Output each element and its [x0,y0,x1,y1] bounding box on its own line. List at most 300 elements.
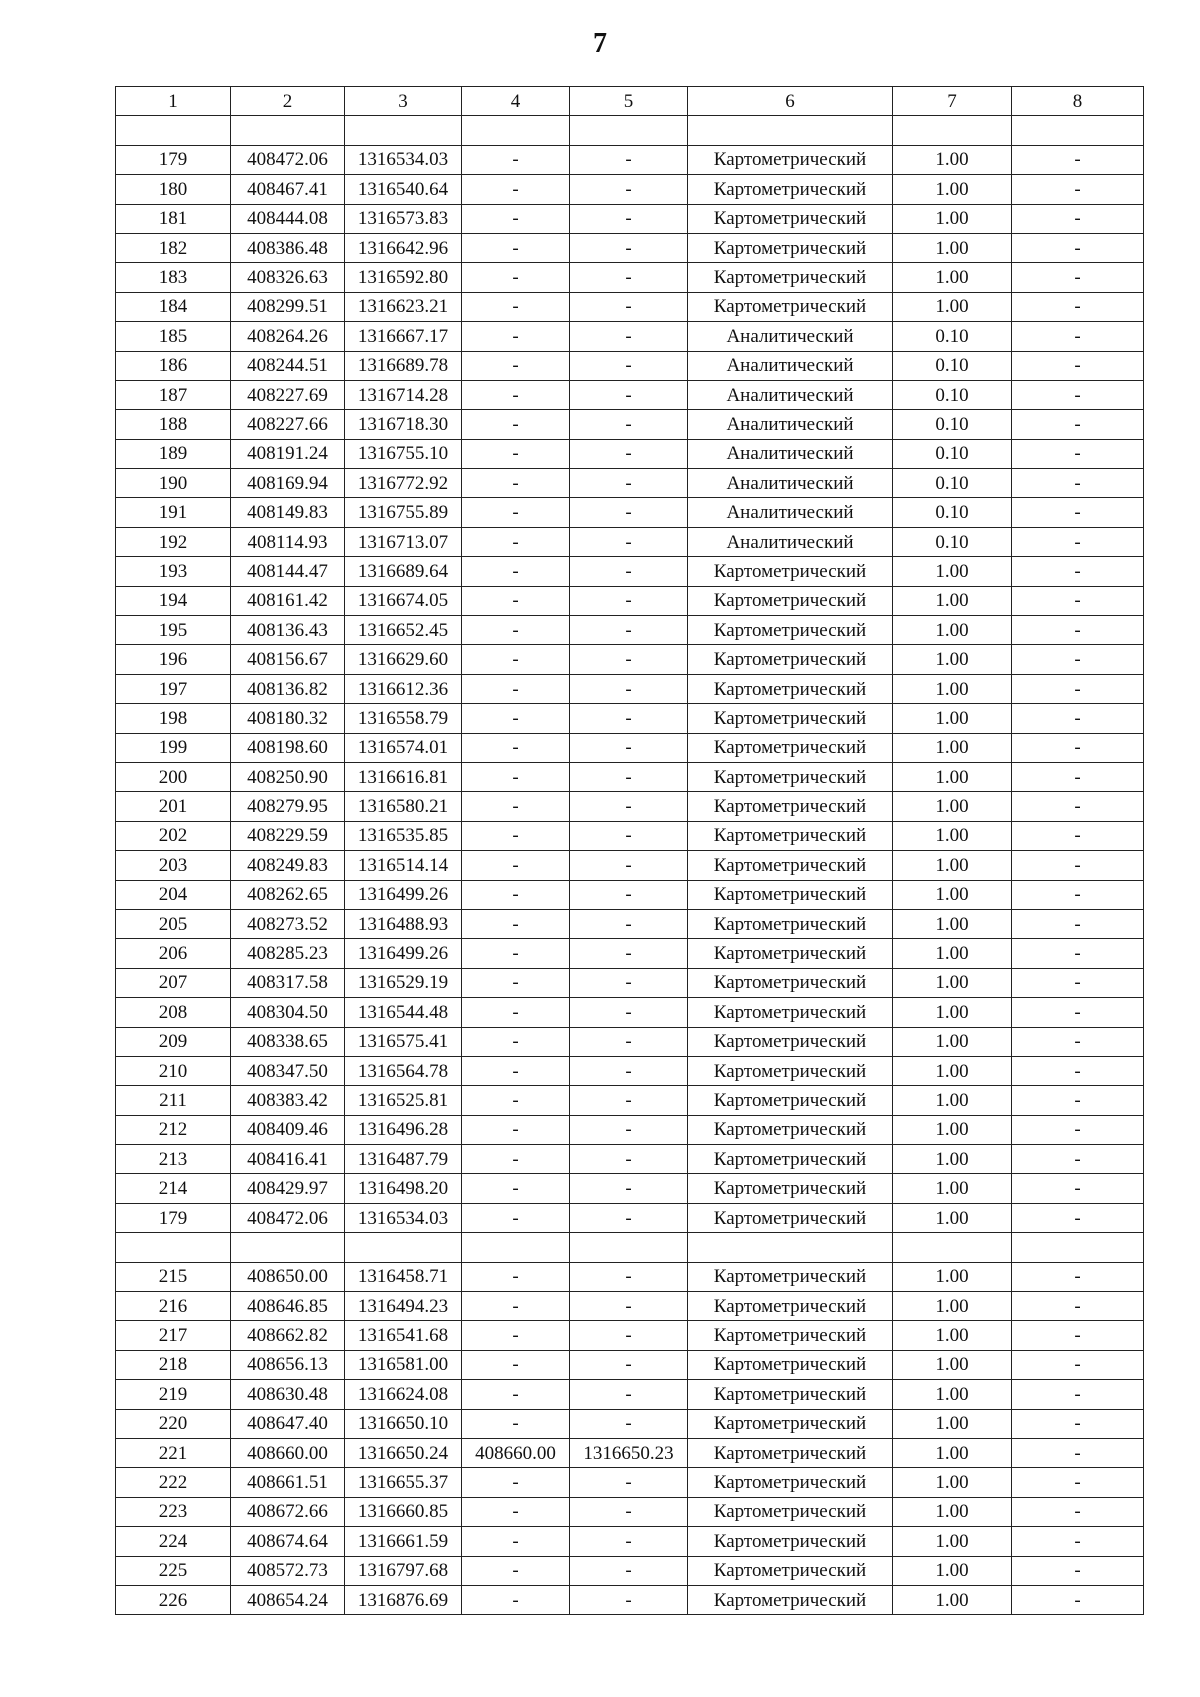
table-cell: 408262.65 [231,880,345,909]
table-cell: 408338.65 [231,1027,345,1056]
table-cell: - [570,469,688,498]
table-cell: - [570,880,688,909]
table-cell: 1.00 [893,1497,1012,1526]
table-cell: 188 [116,410,231,439]
table-cell: - [462,204,570,233]
table-cell: 408229.59 [231,821,345,850]
table-cell: - [462,909,570,938]
table-cell: 408191.24 [231,439,345,468]
table-cell [116,116,231,145]
table-cell: - [570,1145,688,1174]
table-cell: - [462,851,570,880]
table-cell [688,116,893,145]
table-row [116,762,1144,791]
table-row [116,322,1144,351]
table-cell: - [462,527,570,556]
table-cell: 1.00 [893,1027,1012,1056]
table-cell: - [1012,439,1144,468]
table-cell: 1.00 [893,792,1012,821]
table-row [116,704,1144,733]
table-cell: 200 [116,762,231,791]
table-cell: - [462,1380,570,1409]
table-cell: Картометрический [688,233,893,262]
table-cell: 1.00 [893,1086,1012,1115]
table-row [116,1115,1144,1144]
table-cell: - [462,1468,570,1497]
table-cell: Картометрический [688,586,893,615]
table-cell: - [1012,292,1144,321]
table-cell: 1.00 [893,1203,1012,1232]
table-cell: 1316544.48 [345,998,462,1027]
table-cell: 408279.95 [231,792,345,821]
table-cell: 408227.66 [231,410,345,439]
table-cell: Картометрический [688,851,893,880]
table-cell: 1.00 [893,1056,1012,1085]
table-row [116,1262,1144,1291]
table-cell: - [462,1497,570,1526]
table-cell: - [462,292,570,321]
table-cell [345,1233,462,1262]
table-cell: 1.00 [893,1115,1012,1144]
table-cell: - [570,439,688,468]
table-cell: Картометрический [688,1056,893,1085]
table-row [116,439,1144,468]
table-cell: - [570,1292,688,1321]
table-cell [1012,1233,1144,1262]
table-cell: - [570,1527,688,1556]
table-cell: 1316718.30 [345,410,462,439]
table-cell: 202 [116,821,231,850]
table-cell: 0.10 [893,498,1012,527]
table-cell: - [570,1350,688,1379]
table-cell: 408662.82 [231,1321,345,1350]
table-cell: 1316661.59 [345,1527,462,1556]
table-row [116,204,1144,233]
table-cell: - [570,1468,688,1497]
table-cell: - [570,1497,688,1526]
table-cell: 199 [116,733,231,762]
table-row [116,263,1144,292]
table-cell: 408416.41 [231,1145,345,1174]
table-cell: - [570,939,688,968]
table-cell: 408161.42 [231,586,345,615]
table-cell: Картометрический [688,674,893,703]
table-cell: 1.00 [893,263,1012,292]
table-cell: 1316629.60 [345,645,462,674]
table-row [116,527,1144,556]
table-cell: - [1012,909,1144,938]
table-cell: - [462,939,570,968]
table-row [116,1292,1144,1321]
table-cell: 408264.26 [231,322,345,351]
table-cell [570,1233,688,1262]
table-cell: Картометрический [688,1203,893,1232]
table-cell: 408654.24 [231,1585,345,1614]
table-cell: 179 [116,145,231,174]
table-cell: 1.00 [893,204,1012,233]
table-cell: - [1012,674,1144,703]
table-cell: - [462,616,570,645]
table-cell: 197 [116,674,231,703]
table-cell: - [1012,1262,1144,1291]
table-cell: 408630.48 [231,1380,345,1409]
table-row [116,1409,1144,1438]
table-cell: - [1012,1409,1144,1438]
table-cell: - [1012,851,1144,880]
table-row [116,1056,1144,1085]
table-cell: - [570,322,688,351]
table-cell: 408383.42 [231,1086,345,1115]
table-cell: - [1012,1115,1144,1144]
table-cell: 408472.06 [231,145,345,174]
table-cell: 1316689.64 [345,557,462,586]
table-cell: Картометрический [688,292,893,321]
table-cell: - [570,1585,688,1614]
table-row [116,645,1144,674]
table-cell: 408244.51 [231,351,345,380]
column-header: 7 [893,87,1012,116]
table-cell: Картометрический [688,1174,893,1203]
table-cell: - [1012,351,1144,380]
table-cell: - [570,1409,688,1438]
table-row [116,792,1144,821]
table-cell: Аналитический [688,469,893,498]
table-cell: - [1012,1585,1144,1614]
table-cell: - [462,410,570,439]
table-cell: - [570,351,688,380]
table-cell: 1316499.26 [345,939,462,968]
table-cell: Картометрический [688,1262,893,1291]
table-cell: 194 [116,586,231,615]
table-row [116,1585,1144,1614]
table-cell: 224 [116,1527,231,1556]
table-cell: - [462,586,570,615]
table-cell: - [570,380,688,409]
table-cell: - [570,1115,688,1144]
table-cell: 223 [116,1497,231,1526]
table-cell: - [570,263,688,292]
table-cell: - [462,469,570,498]
table-cell: - [1012,175,1144,204]
table-cell: - [1012,1174,1144,1203]
table-cell: 1316713.07 [345,527,462,556]
table-cell: 217 [116,1321,231,1350]
table-cell: - [570,909,688,938]
table-cell: Аналитический [688,380,893,409]
table-cell: Картометрический [688,1115,893,1144]
table-cell: 0.10 [893,322,1012,351]
table-cell: Картометрический [688,145,893,174]
table-cell: 183 [116,263,231,292]
table-row [116,733,1144,762]
table-cell: - [1012,733,1144,762]
table-cell: - [1012,469,1144,498]
table-cell: 1316535.85 [345,821,462,850]
table-cell: 408198.60 [231,733,345,762]
table-cell: 204 [116,880,231,909]
column-header: 2 [231,87,345,116]
table-cell: 1316534.03 [345,145,462,174]
column-header: 1 [116,87,231,116]
table-cell: - [1012,1468,1144,1497]
table-cell: 1316525.81 [345,1086,462,1115]
table-cell: 1.00 [893,939,1012,968]
table-cell: 1316689.78 [345,351,462,380]
table-cell [1012,116,1144,145]
table-cell: 1.00 [893,1585,1012,1614]
table-cell: 1.00 [893,145,1012,174]
table-cell: - [462,1086,570,1115]
table-cell: 408317.58 [231,968,345,997]
table-cell: - [462,1262,570,1291]
table-cell: 0.10 [893,410,1012,439]
table-cell: - [1012,204,1144,233]
table-cell: 1316581.00 [345,1350,462,1379]
table-cell: - [1012,1438,1144,1467]
table-cell: 196 [116,645,231,674]
table-cell: 408156.67 [231,645,345,674]
table-cell: 1.00 [893,1468,1012,1497]
table-cell [116,1233,231,1262]
table-cell: - [462,1585,570,1614]
table-cell: 1.00 [893,704,1012,733]
table-cell: 208 [116,998,231,1027]
table-cell: - [1012,1027,1144,1056]
table-cell: 408660.00 [231,1438,345,1467]
table-cell: 408347.50 [231,1056,345,1085]
table-cell: Картометрический [688,880,893,909]
table-cell: 408472.06 [231,1203,345,1232]
table-cell: 1.00 [893,998,1012,1027]
table-cell: - [1012,1380,1144,1409]
table-cell: 1316558.79 [345,704,462,733]
table-cell: - [570,792,688,821]
table-cell: 408180.32 [231,704,345,733]
table-cell: 1316575.41 [345,1027,462,1056]
table-row [116,1438,1144,1467]
table-cell: 0.10 [893,439,1012,468]
table-row [116,557,1144,586]
table-cell: 408656.13 [231,1350,345,1379]
table-row [116,1321,1144,1350]
column-header: 8 [1012,87,1144,116]
table-cell: 1316540.64 [345,175,462,204]
table-cell: - [462,1027,570,1056]
table-cell [688,1233,893,1262]
table-cell: - [1012,586,1144,615]
table-cell: - [462,762,570,791]
table-cell: 1.00 [893,175,1012,204]
table-cell: 211 [116,1086,231,1115]
table-row [116,469,1144,498]
coordinates-table [115,86,1144,1615]
table-cell: 193 [116,557,231,586]
table-row [116,1556,1144,1585]
table-cell: 1316514.14 [345,851,462,880]
table-cell: 1.00 [893,1262,1012,1291]
table-cell: 1316496.28 [345,1115,462,1144]
table-cell: Картометрический [688,1438,893,1467]
table-cell: 1.00 [893,851,1012,880]
table-cell: Картометрический [688,762,893,791]
table-cell: 1316667.17 [345,322,462,351]
table-cell: Картометрический [688,821,893,850]
table-cell: Картометрический [688,1409,893,1438]
table-cell: - [462,1321,570,1350]
table-cell: - [570,498,688,527]
table-cell: - [570,1262,688,1291]
table-cell: 179 [116,1203,231,1232]
table-cell: - [1012,557,1144,586]
table-cell: - [462,1145,570,1174]
table-cell: 1316674.05 [345,586,462,615]
table-cell: 1.00 [893,733,1012,762]
table-cell: 213 [116,1145,231,1174]
table-cell: 212 [116,1115,231,1144]
table-cell: 190 [116,469,231,498]
table-row [116,1527,1144,1556]
table-cell: 408661.51 [231,1468,345,1497]
table-cell: 1.00 [893,1321,1012,1350]
table-cell: 1.00 [893,909,1012,938]
table-cell: - [1012,1556,1144,1585]
table-cell: Картометрический [688,1380,893,1409]
table-cell: 0.10 [893,469,1012,498]
table-cell: 1.00 [893,674,1012,703]
table-cell: 408646.85 [231,1292,345,1321]
table-cell: - [1012,410,1144,439]
table-cell: - [462,1527,570,1556]
table-cell: 1316755.89 [345,498,462,527]
table-cell: - [1012,1292,1144,1321]
table-cell: - [1012,821,1144,850]
table-cell: Картометрический [688,909,893,938]
table-cell: 1316488.93 [345,909,462,938]
table-cell: 0.10 [893,351,1012,380]
table-row [116,1350,1144,1379]
table-cell: 1.00 [893,1409,1012,1438]
table-cell: Картометрический [688,557,893,586]
table-cell: 0.10 [893,380,1012,409]
table-cell: - [462,557,570,586]
table-cell: - [1012,263,1144,292]
table-cell: 408250.90 [231,762,345,791]
table-cell: Картометрический [688,1585,893,1614]
table-cell: 1316650.23 [570,1438,688,1467]
table-cell: 408249.83 [231,851,345,880]
table-cell: - [462,498,570,527]
table-cell: Аналитический [688,498,893,527]
table-cell: 408409.46 [231,1115,345,1144]
table-cell: - [1012,1203,1144,1232]
table-cell: 1.00 [893,762,1012,791]
table-cell: - [570,704,688,733]
table-cell: - [570,586,688,615]
table-cell: 408650.00 [231,1262,345,1291]
table-cell: - [1012,1056,1144,1085]
table-cell: Картометрический [688,175,893,204]
table-cell: Картометрический [688,998,893,1027]
table-cell: - [570,821,688,850]
table-cell: 1.00 [893,1145,1012,1174]
table-row [116,351,1144,380]
table-cell: - [570,204,688,233]
table-cell: 205 [116,909,231,938]
table-cell: 1.00 [893,1292,1012,1321]
table-cell: - [570,998,688,1027]
table-row [116,616,1144,645]
table-cell: 1316797.68 [345,1556,462,1585]
table-row [116,968,1144,997]
table-cell [570,116,688,145]
table-cell: 408660.00 [462,1438,570,1467]
table-cell: 1316655.37 [345,1468,462,1497]
table-cell: 221 [116,1438,231,1467]
table-cell: 220 [116,1409,231,1438]
table-cell: 216 [116,1292,231,1321]
table-cell: - [462,998,570,1027]
table-row [116,880,1144,909]
table-cell: - [570,557,688,586]
table-cell: - [462,1409,570,1438]
column-header: 5 [570,87,688,116]
table-cell: 408647.40 [231,1409,345,1438]
table-cell: Картометрический [688,1497,893,1526]
table-cell: 1316529.19 [345,968,462,997]
table-row [116,1086,1144,1115]
table-cell: 222 [116,1468,231,1497]
table-cell: 1.00 [893,586,1012,615]
table-cell: 210 [116,1056,231,1085]
table-cell: - [1012,939,1144,968]
table-cell: 1316458.71 [345,1262,462,1291]
table-cell: - [1012,498,1144,527]
table-cell: 1.00 [893,1350,1012,1379]
table-cell: 1316714.28 [345,380,462,409]
table-cell: 214 [116,1174,231,1203]
table-cell: - [462,263,570,292]
table-cell: - [462,1174,570,1203]
table-cell: - [1012,968,1144,997]
table-cell: 1.00 [893,1380,1012,1409]
table-cell: 1.00 [893,1174,1012,1203]
table-cell: Аналитический [688,351,893,380]
table-cell: - [570,645,688,674]
table-cell: - [570,733,688,762]
table-cell: 1.00 [893,968,1012,997]
page-number: 7 [593,28,607,59]
table-cell: Картометрический [688,1086,893,1115]
table-cell: - [1012,1145,1144,1174]
table-cell: - [462,674,570,703]
table-cell [345,116,462,145]
table-cell: 408299.51 [231,292,345,321]
table-cell: 215 [116,1262,231,1291]
table-cell: 1316652.45 [345,616,462,645]
table-cell: - [570,968,688,997]
table-cell: 181 [116,204,231,233]
table-cell: 184 [116,292,231,321]
table-row [116,380,1144,409]
table-cell: - [570,616,688,645]
column-header: 6 [688,87,893,116]
table-cell: - [462,380,570,409]
table-cell: 408467.41 [231,175,345,204]
table-cell: Картометрический [688,616,893,645]
table-row [116,586,1144,615]
table-row [116,1203,1144,1232]
table-cell: Картометрический [688,939,893,968]
